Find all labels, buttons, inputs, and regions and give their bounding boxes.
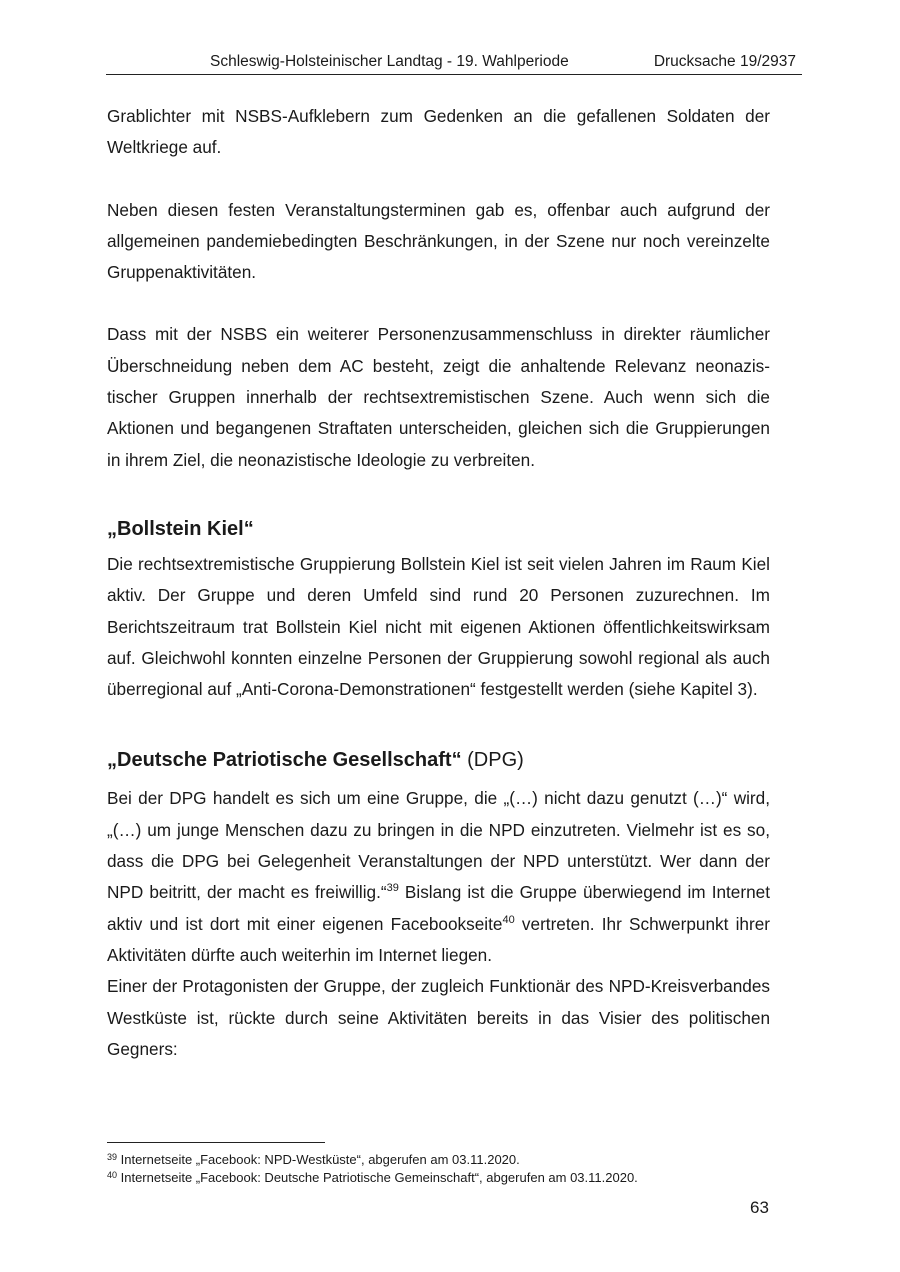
footnote-text: Internetseite „Facebook: NPD-Westküste“, abgerufen am 03.11.2020. xyxy=(117,1152,520,1167)
footnote-text: Internetseite „Facebook: Deutsche Patriotische Gemeinschaft“, abgerufen am 03.11.2020. xyxy=(117,1169,638,1185)
intro-paragraph-1: Grablichter mit NSBS-Aufklebern zum Gedenken an die gefallenen Soldaten der Weltkriege auf. xyxy=(107,106,770,158)
intro-paragraph-2: Neben diesen festen Veranstaltungsterminen gab es, offenbar auch aufgrund der allgemeinen pandemiebedingten Beschränkungen, in der Szene nur noch vereinzelte Gruppenaktivitäten. xyxy=(107,199,770,283)
footnote-number: 39 xyxy=(107,1152,118,1162)
footnote-number: 40 xyxy=(107,1169,118,1180)
section-heading-bollstein: „Bollstein Kiel“ xyxy=(107,517,254,540)
dpg-heading-abbreviation: (DPG) xyxy=(461,749,524,772)
document-number: Drucksache 19/2937 xyxy=(653,53,796,70)
intro-paragraph-3: Dass mit der NSBS ein weiterer Personenzusammenschluss in direkter räumlicher Überschneidung neben dem AC besteht, zeigt die anhaltende Relevanz neonazistischer Gruppen innerhalb der rechtsextremistischen Szene. Auch wenn sich die Aktionen und begangenen Straftaten unterscheiden, gleichen sich die Gruppierungen in ihrem Ziel, die neonazistische Ideologie zu verbreiten. xyxy=(107,324,770,470)
dpg-paragraph-1-text-a: Bei der DPG handelt es sich um eine Gruppe, die „(…) nicht dazu genutzt (…)“ wird, „(…) um junge Menschen dazu zu bringen in die NPD einzutreten. Vielmehr ist es so, dass die DPG bei Gelegenheit Veranstaltungen der NPD unterstützt. Wer dann der NPD beitritt, der macht es freiwillig.“ xyxy=(107,788,770,903)
page-number: 63 xyxy=(750,1198,769,1217)
section-heading-dpg xyxy=(107,745,770,776)
dpg-heading-title: „Deutsche Patriotische Gesellschaft“ xyxy=(107,749,462,772)
footnote-divider xyxy=(107,1142,325,1143)
footnote-39 xyxy=(107,1151,638,1169)
main-content xyxy=(107,101,770,1065)
header-title: Schleswig-Holsteinischer Landtag - 19. Wahlperiode xyxy=(210,53,569,70)
footnote-ref-40[interactable]: 40 xyxy=(502,913,515,926)
page-header xyxy=(106,50,802,75)
bollstein-paragraph: Die rechtsextremistische Gruppierung Bollstein Kiel ist seit vielen Jahren im Raum Kiel aktiv. Der Gruppe und deren Umfeld sind rund 20 Personen zuzurechnen. Im Berichtszeitraum trat Bollstein Kiel nicht mit eigenen Aktionen öffentlichkeitswirksam auf. Gleichwohl konnten einzelne Personen der Gruppierung sowohl regional als auch überregional auf „Anti-Corona-Demonstrationen“ festgestellt werden (siehe Kapitel 3). xyxy=(107,553,770,700)
footnote-40 xyxy=(107,1169,638,1187)
dpg-paragraph-1-text-b: Bislang ist die Gruppe überwiegend im Internet aktiv und ist dort mit einer eigenen Facebookseite xyxy=(107,882,770,934)
dpg-paragraph-2: Einer der Protagonisten der Gruppe, der zugleich Funktionär des NPD-Kreisverbandes Westküste ist, rückte durch seine Aktivitäten bereits in das Visier des politischen Gegners: xyxy=(107,976,770,1059)
footnotes xyxy=(107,1151,638,1186)
dpg-paragraph-1 xyxy=(107,783,770,971)
dpg-paragraph-1-text-c: vertreten. Ihr Schwerpunkt ihrer Aktivitäten dürfte auch weiterhin im Internet liegen. xyxy=(107,913,770,965)
footnote-ref-39[interactable]: 39 xyxy=(386,882,399,895)
